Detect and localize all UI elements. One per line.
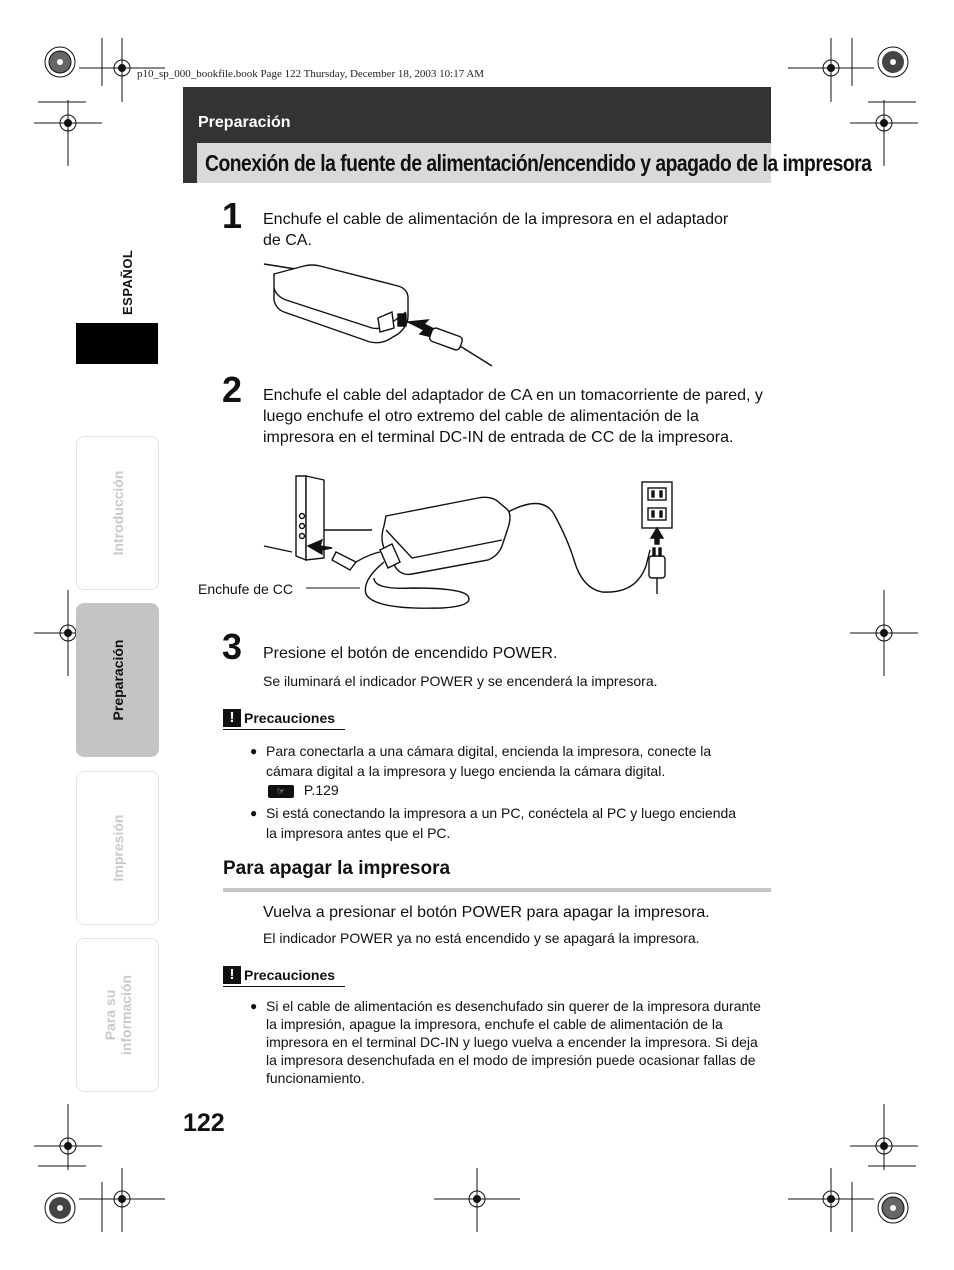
side-tab-label: Preparación (109, 639, 126, 721)
caution-title: Precauciones (244, 967, 336, 983)
warning-icon: ! (223, 709, 241, 727)
ac-adapter-illustration (262, 258, 498, 370)
caution-underline (223, 986, 345, 987)
bullet-icon: ● (250, 806, 258, 820)
page-reference-text: P.129 (303, 782, 339, 798)
page-number: 122 (183, 1109, 225, 1137)
page-reference[interactable] (268, 780, 339, 800)
side-tab-para-su-informacion[interactable] (76, 938, 159, 1092)
title-accent (183, 143, 197, 183)
subsection-rule (223, 888, 771, 892)
print-metadata: p10_sp_000_bookfile.book Page 122 Thursday, December 18, 2003 10:17 AM (137, 68, 485, 80)
warning-icon: ! (223, 966, 241, 984)
step-3-text: Presione el botón de encendido POWER. (263, 645, 558, 662)
caution-item-text: Si está conectando la impresora a un PC, conéctela al PC y luego encienda la impresora antes que el PC. (266, 805, 737, 841)
bullet-icon: ● (250, 744, 258, 758)
caution-underline (223, 729, 345, 730)
power-off-text: Vuelva a presionar el botón POWER para apagar la impresora. (263, 904, 710, 921)
caution-item-text: Si el cable de alimentación es desenchufado sin querer de la impresora durante la impresión, apague la impresora, enchufe el cable de alimentación de la impresora en el terminal DC-IN y luego vuelva a encender la impresora. Si deja la impresora desenchufada en el modo de impresión puede ocasionar fallas de funcionamiento. (266, 998, 761, 1086)
step-2-text: Enchufe el cable del adaptador de CA en un tomacorriente de pared, y luego enchufe el otro extremo del cable de alimentación de la impresora en el terminal DC-IN de entrada de CC de la impresora. (263, 387, 763, 446)
caution-item-text: Para conectarla a una cámara digital, encienda la impresora, conecte la cámara digital a la impresora y luego encienda la cámara digital. (266, 743, 712, 779)
language-marker (76, 323, 158, 364)
section-name: Preparación (198, 114, 291, 131)
step-1-text: Enchufe el cable de alimentación de la impresora en el adaptador de CA. (263, 211, 729, 249)
side-tab-introduccion[interactable] (76, 436, 159, 590)
side-tab-label: Impresión (109, 814, 126, 882)
step-3-note: Se iluminará el indicador POWER y se encenderá la impresora. (263, 673, 658, 689)
list-item (250, 741, 756, 781)
side-tab-label: Para su información (101, 974, 134, 1056)
power-off-note: El indicador POWER ya no está encendido y se apagará la impresora. (263, 930, 700, 946)
subsection-heading: Para apagar la impresora (223, 858, 451, 879)
step-number: 3 (222, 626, 243, 667)
caution-title: Precauciones (244, 710, 336, 726)
step-number: 1 (222, 195, 243, 236)
caution-heading (223, 709, 335, 727)
page-title: Conexión de la fuente de alimentación/encendido y apagado de la impresora (205, 150, 872, 176)
language-label: ESPAÑOL (120, 249, 135, 315)
step-number: 2 (222, 369, 243, 410)
bullet-icon: ● (250, 999, 258, 1013)
side-tab-label: Introducción (109, 470, 126, 556)
reference-icon: ☞ (268, 785, 294, 798)
list-item (250, 997, 766, 1087)
wall-connection-illustration (262, 470, 682, 616)
list-item (250, 803, 746, 843)
dc-plug-label: Enchufe de CC (198, 581, 293, 597)
caution-heading (223, 966, 335, 984)
side-tab-impresion[interactable] (76, 771, 159, 925)
side-tab-preparacion[interactable] (76, 603, 159, 757)
